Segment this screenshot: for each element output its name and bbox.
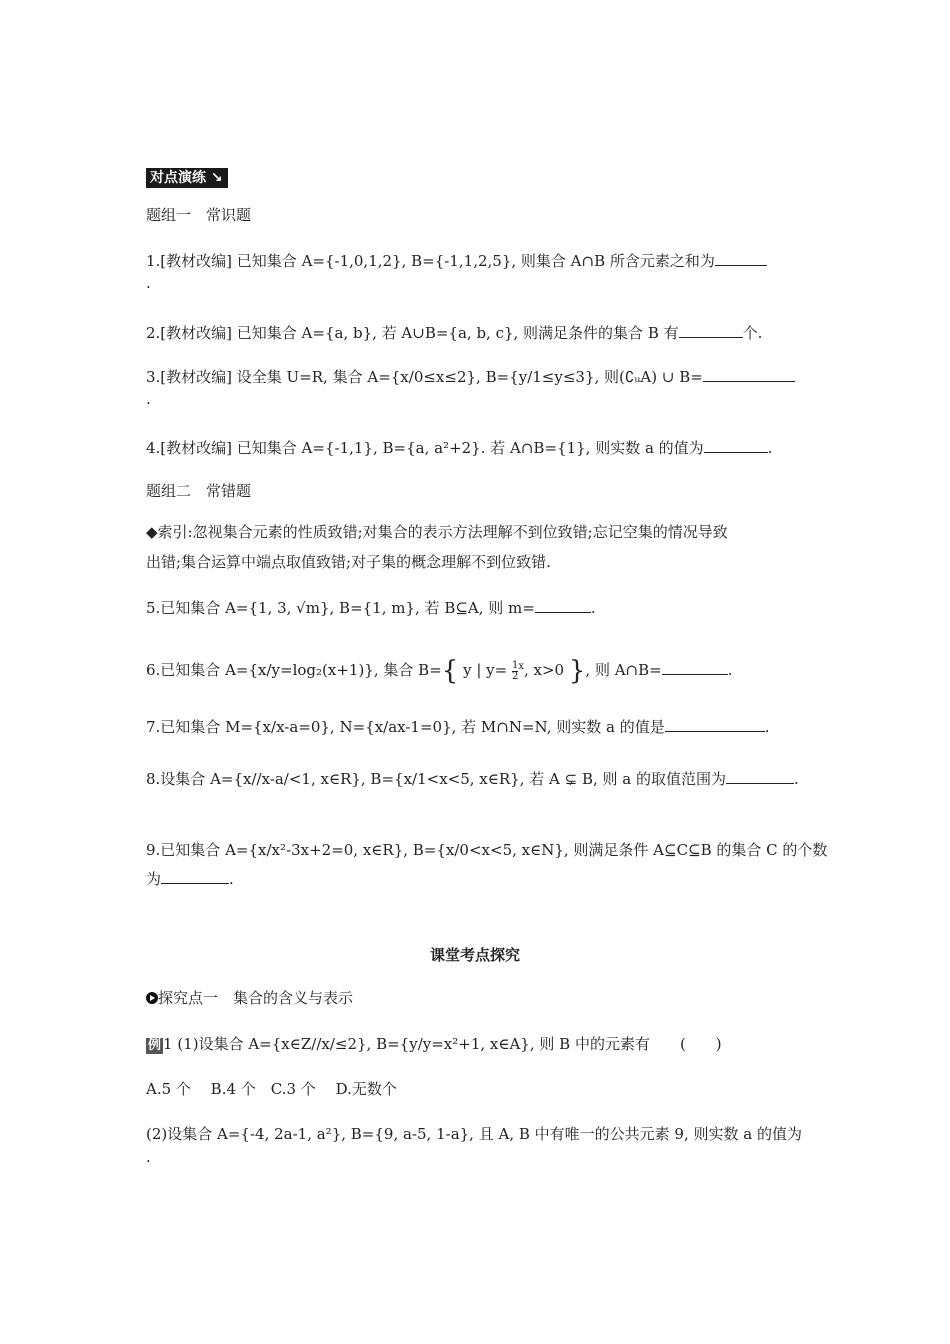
group2-heading: 题组二 常错题 <box>146 482 252 500</box>
example-1-options: A.5 个 B.4 个 C.3 个 D.无数个 <box>146 1080 397 1098</box>
fraction: $\frac{1}{2}$ <box>511 659 519 682</box>
play-circle-icon <box>146 992 158 1004</box>
example-1: 例 1 (1)设集合 A={x∈Z//x/≤2}, B={y/y=x²+1, x∈A}, 则 B 中的元素有 ( ) <box>148 1035 722 1053</box>
example-tag: 例 <box>148 1038 162 1053</box>
explore-point-1: 探究点一 集合的含义与表示 <box>146 988 353 1008</box>
question-9-line-1: 9.已知集合 A={x/x²-3x+2=0, x∈R}, B={x/0<x<5, x∈N}, 则满足条件 A⊆C⊆B 的集合 C 的个数 <box>146 841 828 859</box>
question-2: 2.[教材改编] 已知集合 A={a, b}, 若 A∪B={a, b, c}, 则满足条件的集合 B 有 个. <box>146 324 763 342</box>
group1-heading: 题组一 常识题 <box>146 206 252 224</box>
question-9-line-2: 为 . <box>146 870 234 888</box>
question-5: 5.已知集合 A={1, 3, √m}, B={1, m}, 若 B⊆A, 则 m= . <box>146 599 596 617</box>
index-line-2: 出错;集合运算中端点取值致错;对子集的概念理解不到位致错. <box>146 553 551 571</box>
question-3-tail: . <box>146 390 151 408</box>
question-7: 7.已知集合 M={x/x-a=0}, N={x/ax-1=0}, 若 M∩N=N, 则实数 a 的值是 . <box>146 718 770 736</box>
question-4: 4.[教材改编] 已知集合 A={-1,1}, B={a, a²+2}. 若 A∩B={1}, 则实数 a 的值为 . <box>146 439 773 457</box>
index-line-1: ◆索引:忽视集合元素的性质致错;对集合的表示方法理解不到位致错;忘记空集的情况导致 <box>146 523 728 541</box>
section-tag: 对点演练 ↘ <box>146 168 228 188</box>
example-2: (2)设集合 A={-4, 2a-1, a²}, B={9, a-5, 1-a}, 且 A, B 中有唯一的公共元素 9, 则实数 a 的值为 <box>146 1125 802 1143</box>
question-3: 3.[教材改编] 设全集 U=R, 集合 A={x/0≤x≤2}, B={y/1≤y≤3}, 则(∁ᵤA) ∪ B= <box>146 366 795 387</box>
question-1: 1.[教材改编] 已知集合 A={-1,0,1,2}, B={-1,1,2,5}, 则集合 A∩B 所含元素之和为 <box>146 250 767 271</box>
question-8: 8.设集合 A={x//x-a/<1, x∈R}, B={x/1<x<5, x∈R}, 若 A ⊊ B, 则 a 的取值范围为 . <box>146 770 799 788</box>
question-6: 6.已知集合 A={x/y=log₂(x+1)}, 集合 B={ y | y= $\frac{1}{2}$ $^x$, x>0 }, 则 A∩B= . <box>146 656 733 686</box>
question-1-tail: . <box>146 274 151 292</box>
section-title: 课堂考点探究 <box>429 946 520 964</box>
example-2-tail: . <box>146 1148 151 1166</box>
